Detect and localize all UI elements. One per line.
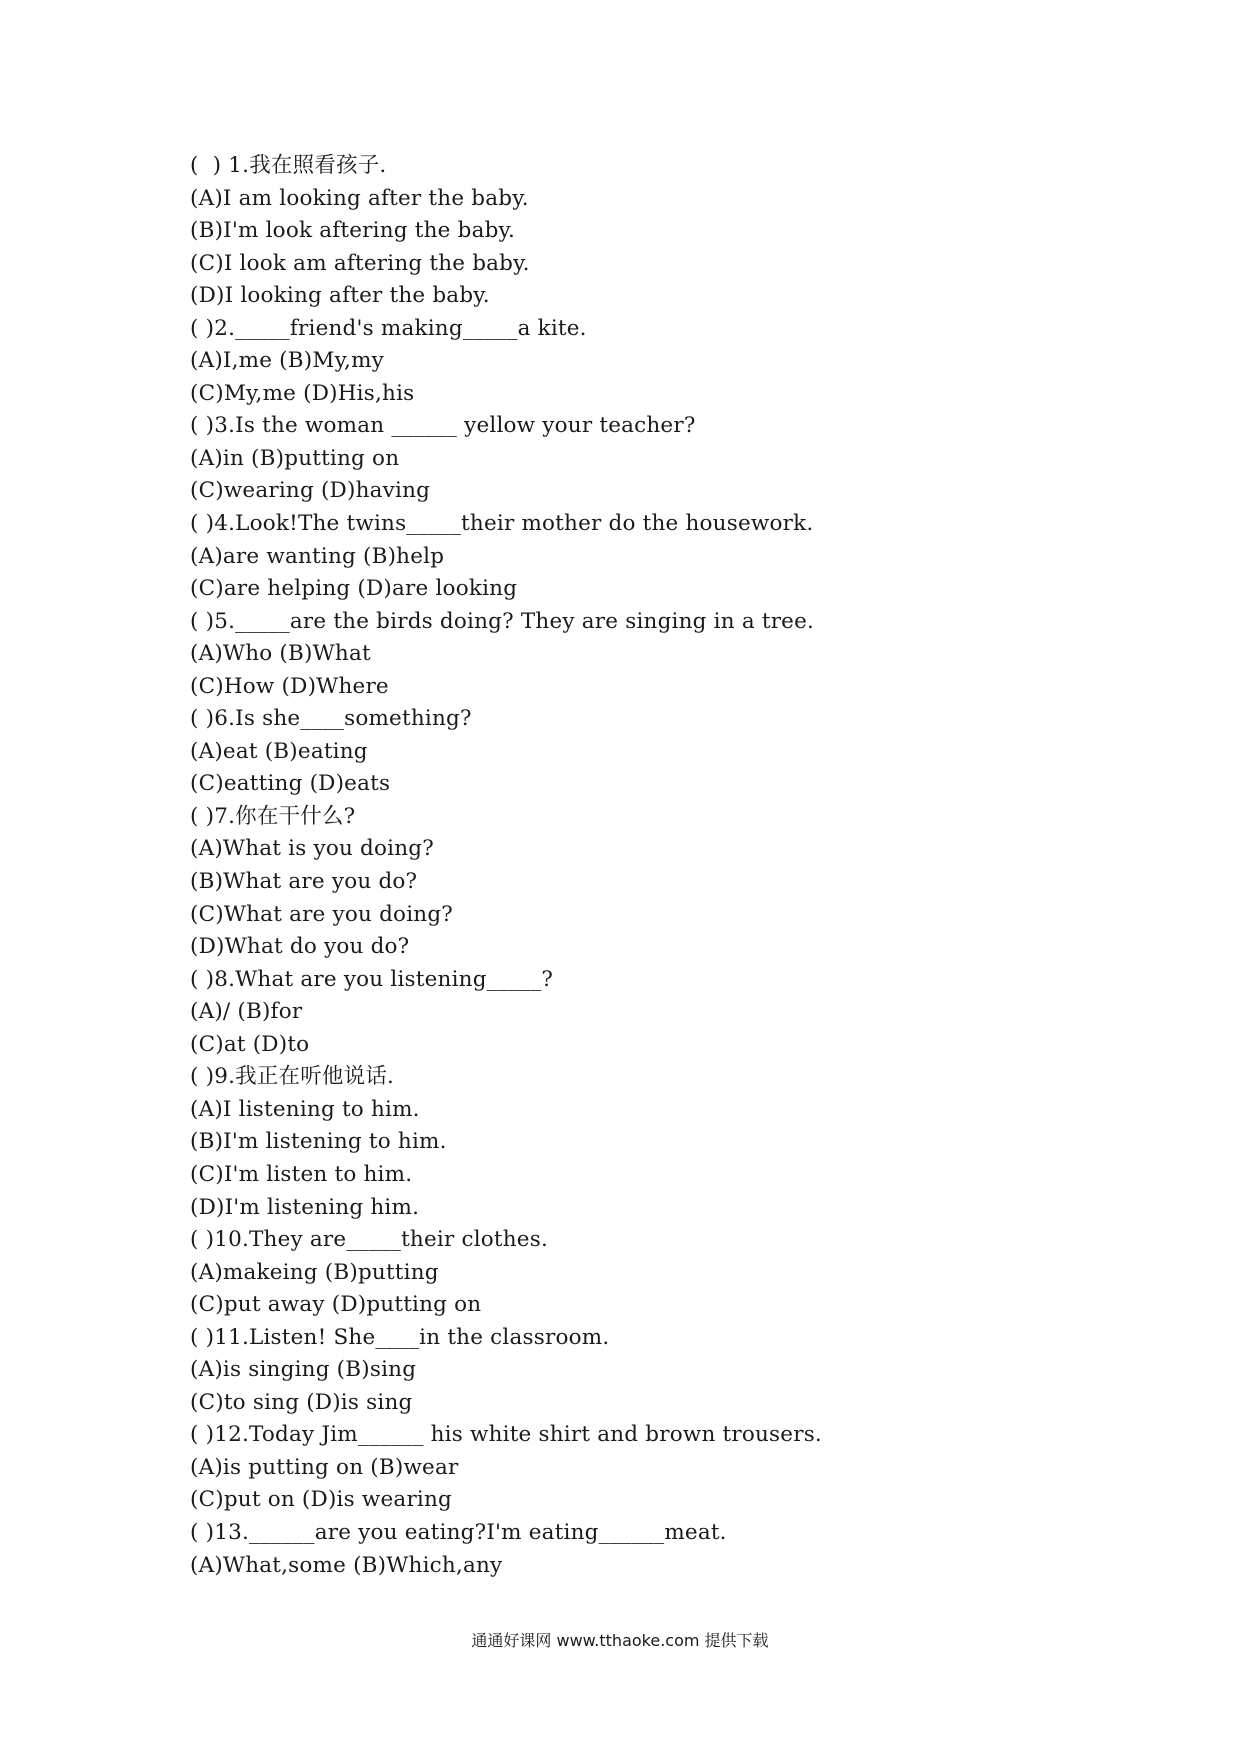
question-stem: ( )3.Is the woman ______ yellow your teacher? — [190, 413, 696, 439]
answer-option: (C)I look am aftering the baby. — [190, 250, 530, 276]
question-stem: ( )2._____friend's making_____a kite. — [190, 315, 587, 341]
question-stem: ( )7.你在干什么? — [190, 803, 356, 829]
answer-option: (A)are wanting (B)help — [190, 543, 445, 569]
answer-option: (D)I looking after the baby. — [190, 283, 490, 309]
question-stem: ( )13.______are you eating?I'm eating______meat. — [190, 1519, 727, 1545]
answer-option: (C)How (D)Where — [190, 673, 389, 699]
answer-option: (B)I'm look aftering the baby. — [190, 218, 516, 244]
answer-option: (A)is singing (B)sing — [190, 1357, 417, 1383]
answer-option: (B)I'm listening to him. — [190, 1129, 447, 1155]
question-stem: ( )10.They are_____their clothes. — [190, 1227, 549, 1253]
answer-option: (A)I,me (B)My,my — [190, 348, 385, 374]
answer-option: (A)eat (B)eating — [190, 738, 368, 764]
answer-option: (D)What do you do? — [190, 934, 410, 960]
answer-option: (A)is putting on (B)wear — [190, 1454, 459, 1480]
question-stem: ( )8.What are you listening_____? — [190, 966, 554, 992]
answer-option: (B)What are you do? — [190, 869, 418, 895]
answer-option: (A)I listening to him. — [190, 1096, 420, 1122]
question-stem: ( )11.Listen! She____in the classroom. — [190, 1324, 610, 1350]
answer-option: (C)wearing (D)having — [190, 478, 431, 504]
answer-option: (C)are helping (D)are looking — [190, 576, 518, 602]
question-stem: ( ) 1.我在照看孩子. — [190, 153, 387, 178]
answer-option: (A)in (B)putting on — [190, 445, 400, 471]
answer-option: (C)put on (D)is wearing — [190, 1487, 453, 1513]
page-footer: 通通好课网 www.tthaoke.com 提供下载 — [471, 1631, 769, 1650]
question-stem: ( )5._____are the birds doing? They are singing in a tree. — [190, 608, 815, 634]
answer-option: (D)I'm listening him. — [190, 1194, 420, 1220]
answer-option: (C)I'm listen to him. — [190, 1161, 413, 1187]
question-list — [190, 150, 1090, 1582]
question-stem: ( )9.我正在听他说话. — [190, 1064, 395, 1090]
question-stem: ( )4.Look!The twins_____their mother do the housework. — [190, 511, 814, 537]
answer-option: (A)/ (B)for — [190, 999, 303, 1025]
answer-option: (C)eatting (D)eats — [190, 771, 391, 797]
answer-option: (A)What is you doing? — [190, 836, 434, 862]
answer-option: (C)My,me (D)His,his — [190, 380, 415, 406]
question-stem: ( )6.Is she____something? — [190, 706, 472, 732]
answer-option: (C)put away (D)putting on — [190, 1292, 482, 1318]
answer-option: (C)to sing (D)is sing — [190, 1389, 413, 1415]
answer-option: (A)Who (B)What — [190, 641, 371, 667]
answer-option: (A)What,some (B)Which,any — [190, 1552, 503, 1578]
answer-option: (A)I am looking after the baby. — [190, 185, 529, 211]
question-stem: ( )12.Today Jim______ his white shirt and brown trousers. — [190, 1422, 822, 1448]
answer-option: (C)What are you doing? — [190, 901, 454, 927]
answer-option: (A)makeing (B)putting — [190, 1259, 439, 1285]
answer-option: (C)at (D)to — [190, 1031, 310, 1057]
